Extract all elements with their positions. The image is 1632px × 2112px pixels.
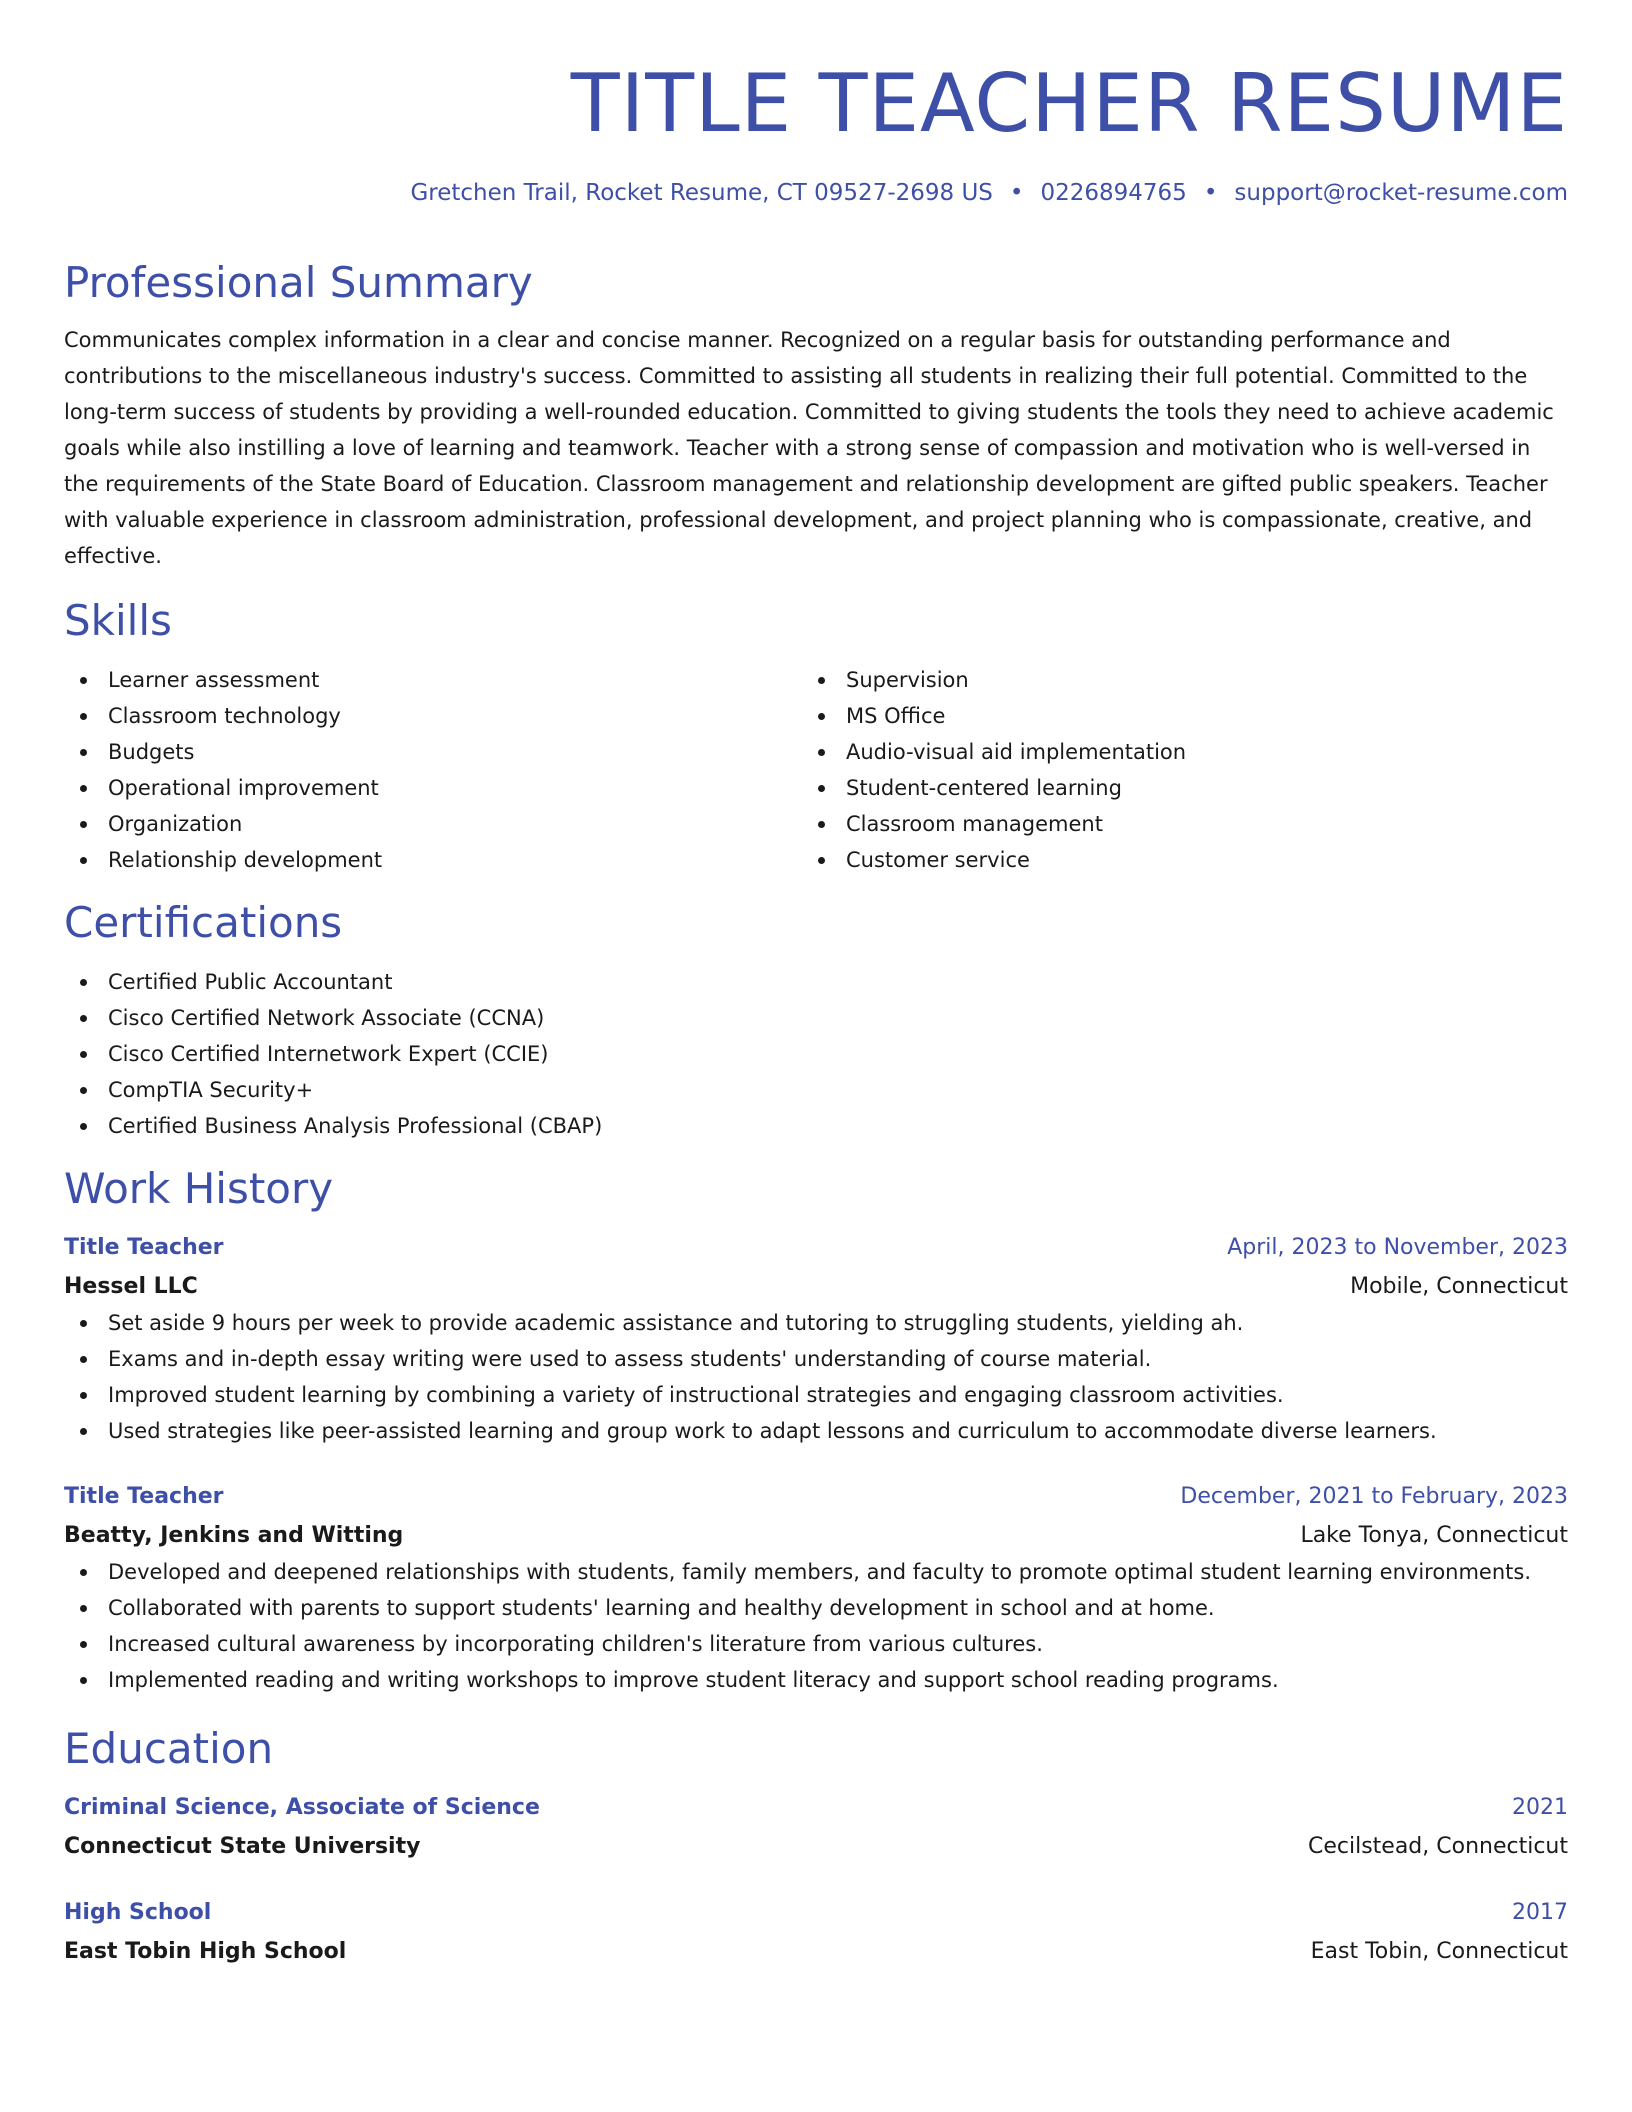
job-bullet: Increased cultural awareness by incorporating children's literature from various cultures. bbox=[64, 1626, 1568, 1662]
contact-separator: • bbox=[1009, 180, 1024, 206]
education-degree: Criminal Science, Associate of Science bbox=[64, 1795, 540, 1820]
education-subheader bbox=[64, 1934, 1568, 1970]
job-bullet: Collaborated with parents to support students' learning and healthy development in school and at home. bbox=[64, 1590, 1568, 1626]
education-school: East Tobin High School bbox=[64, 1939, 347, 1964]
resume-title: TITLE TEACHER RESUME bbox=[570, 57, 1568, 150]
job-location: Mobile, Connecticut bbox=[1350, 1274, 1568, 1299]
job-title: Title Teacher bbox=[64, 1484, 224, 1509]
education-entry bbox=[64, 1790, 1568, 1865]
job-entry bbox=[64, 1479, 1568, 1698]
job-bullet: Improved student learning by combining a variety of instructional strategies and engaging classroom activities. bbox=[64, 1377, 1568, 1413]
skill-item: Classroom management bbox=[802, 806, 1540, 842]
certification-item: Certified Business Analysis Professional (CBAP) bbox=[64, 1108, 1568, 1144]
job-bullet: Exams and in-depth essay writing were used to assess students' understanding of course material. bbox=[64, 1341, 1568, 1377]
skill-item: MS Office bbox=[802, 698, 1540, 734]
skills-column-right bbox=[802, 662, 1540, 878]
education-year: 2017 bbox=[1512, 1900, 1568, 1925]
job-location: Lake Tonya, Connecticut bbox=[1300, 1523, 1568, 1548]
contact-phone: 0226894765 bbox=[1040, 180, 1187, 206]
education-school: Connecticut State University bbox=[64, 1834, 421, 1859]
job-header bbox=[64, 1479, 1568, 1515]
job-header bbox=[64, 1230, 1568, 1266]
skill-item: Organization bbox=[64, 806, 802, 842]
education-degree: High School bbox=[64, 1900, 212, 1925]
skills-column-left bbox=[64, 662, 802, 878]
job-bullet: Used strategies like peer-assisted learning and group work to adapt lessons and curriculum to accommodate diverse learners. bbox=[64, 1413, 1568, 1449]
job-bullet: Developed and deepened relationships with students, family members, and faculty to promote optimal student learning environments. bbox=[64, 1554, 1568, 1590]
summary-text: Communicates complex information in a clear and concise manner. Recognized on a regular basis for outstanding performance and contributions to the miscellaneous industry's success. Committed to assisting all students in realizing their full potential. Committed to the long-term success of students by providing a well-rounded education. Committed to giving students the tools they need to achieve academic goals while also instilling a love of learning and teamwork. Teacher with a strong sense of compassion and motivation who is well-versed in the requirements of the State Board of Education. Classroom management and relationship development are gifted public speakers. Teacher with valuable experience in classroom administration, professional development, and project planning who is compassionate, creative, and effective. bbox=[64, 328, 1554, 568]
certifications-heading: Certifications bbox=[64, 898, 343, 947]
education-entry bbox=[64, 1895, 1568, 1970]
job-bullets bbox=[64, 1305, 1568, 1449]
education-location: Cecilstead, Connecticut bbox=[1307, 1834, 1568, 1859]
job-entry bbox=[64, 1230, 1568, 1449]
skill-item: Budgets bbox=[64, 734, 802, 770]
job-dates: December, 2021 to February, 2023 bbox=[1180, 1484, 1568, 1509]
education-subheader bbox=[64, 1829, 1568, 1865]
certification-item: Cisco Certified Network Associate (CCNA) bbox=[64, 1000, 1568, 1036]
certification-item: Certified Public Accountant bbox=[64, 964, 1568, 1000]
certification-item: Cisco Certified Internetwork Expert (CCIE) bbox=[64, 1036, 1568, 1072]
skill-item: Learner assessment bbox=[64, 662, 802, 698]
education-header bbox=[64, 1790, 1568, 1826]
skill-item: Audio-visual aid implementation bbox=[802, 734, 1540, 770]
skill-item: Relationship development bbox=[64, 842, 802, 878]
certifications-list bbox=[64, 964, 1568, 1144]
job-subheader bbox=[64, 1269, 1568, 1305]
skill-item: Student-centered learning bbox=[802, 770, 1540, 806]
education-year: 2021 bbox=[1512, 1795, 1568, 1820]
contact-address: Gretchen Trail, Rocket Resume, CT 09527-2698 US bbox=[410, 180, 993, 206]
certification-item: CompTIA Security+ bbox=[64, 1072, 1568, 1108]
skills-list bbox=[64, 662, 1568, 878]
skill-item: Customer service bbox=[802, 842, 1540, 878]
education-location: East Tobin, Connecticut bbox=[1310, 1939, 1568, 1964]
job-dates: April, 2023 to November, 2023 bbox=[1227, 1235, 1568, 1260]
job-title: Title Teacher bbox=[64, 1235, 224, 1260]
contact-email: support@rocket-resume.com bbox=[1234, 180, 1568, 206]
skill-item: Operational improvement bbox=[64, 770, 802, 806]
summary-heading: Professional Summary bbox=[64, 258, 533, 307]
job-company: Hessel LLC bbox=[64, 1274, 198, 1299]
skill-item: Supervision bbox=[802, 662, 1540, 698]
skills-heading: Skills bbox=[64, 596, 172, 645]
job-company: Beatty, Jenkins and Witting bbox=[64, 1523, 404, 1548]
work-history-heading: Work History bbox=[64, 1164, 334, 1213]
contact-line bbox=[64, 178, 1568, 208]
job-bullet: Implemented reading and writing workshops to improve student literacy and support school reading programs. bbox=[64, 1662, 1568, 1698]
education-header bbox=[64, 1895, 1568, 1931]
job-subheader bbox=[64, 1518, 1568, 1554]
job-bullets bbox=[64, 1554, 1568, 1698]
education-heading: Education bbox=[64, 1724, 274, 1773]
skill-item: Classroom technology bbox=[64, 698, 802, 734]
job-bullet: Set aside 9 hours per week to provide academic assistance and tutoring to struggling students, yielding ah. bbox=[64, 1305, 1568, 1341]
contact-separator: • bbox=[1203, 180, 1218, 206]
